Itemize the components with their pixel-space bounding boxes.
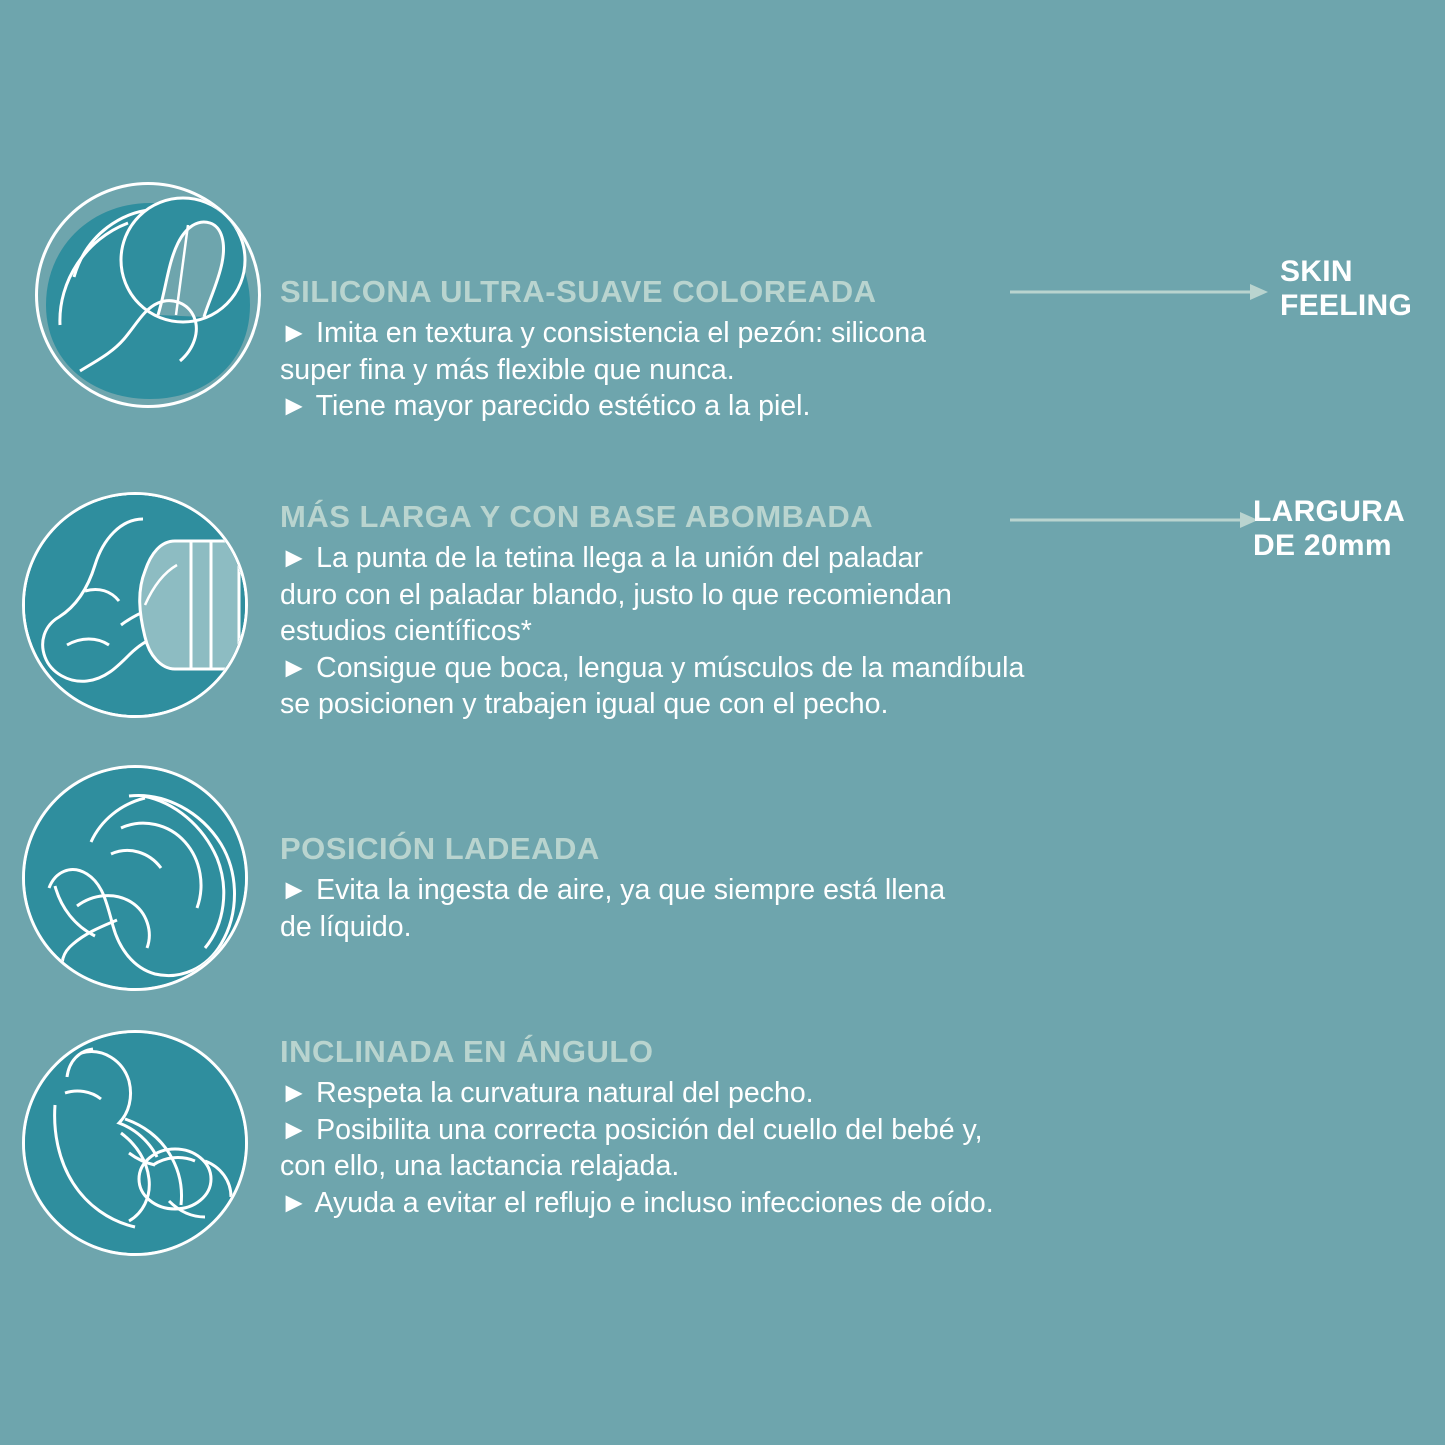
feature-2-callout-line-2: DE 20mm [1253,528,1392,562]
feature-1-callout-line-2: FEELING [1280,288,1413,322]
feature-3-line-1: ► Evita la ingesta de aire, ya que siempre está llena [280,874,946,907]
feature-2-line-3: estudios científicos* [280,615,532,648]
feature-4-line-3: con ello, una lactancia relajada. [280,1150,680,1183]
feature-2-line-1: ► La punta de la tetina llega a la unión del paladar [280,542,924,575]
feature-2-line-4: ► Consigue que boca, lengua y músculos de la mandíbula [280,651,1025,684]
feature-2-line-5: se posicionen y trabajen igual que con el pecho. [280,687,889,720]
feature-3-line-2: de líquido. [280,910,412,943]
feature-2-callout [1253,495,1405,562]
feature-2-line-2: duro con el paladar blando, justo lo que recomiendan [280,578,952,611]
feature-4-text [280,1035,1240,1221]
feature-3-text [280,832,1180,945]
feature-1-connector-arrow [1010,280,1270,304]
bottle-teat-closeup-icon [35,182,261,408]
feature-1-line-3: ► Tiene mayor parecido estético a la piel. [280,390,811,423]
feature-1-line-1: ► Imita en textura y consistencia el pezón: silicona [280,317,927,350]
feature-2-title: MÁS LARGA Y CON BASE ABOMBADA [280,499,874,534]
teat-in-mouth-icon [22,492,248,718]
feature-2-text [280,500,1240,722]
feature-4-title: INCLINADA EN ÁNGULO [280,1034,654,1069]
feature-1-callout [1280,255,1412,322]
mother-feeding-baby-icon [22,1030,248,1256]
feature-3-title: POSICIÓN LADEADA [280,831,600,866]
feature-2-connector-arrow [1010,508,1260,532]
feature-1-title: SILICONA ULTRA-SUAVE COLOREADA [280,274,877,309]
feature-4-line-1: ► Respeta la curvatura natural del pecho. [280,1077,814,1110]
feature-4-line-2: ► Posibilita una correcta posición del cuello del bebé y, [280,1113,983,1146]
feature-1-line-2: super fina y más flexible que nunca. [280,353,735,386]
feature-1-callout-line-1: SKIN [1280,255,1353,288]
tilted-bottle-icon [22,765,248,991]
feature-2-callout-line-1: LARGURA [1253,495,1406,528]
feature-4-line-4: ► Ayuda a evitar el reflujo e incluso infecciones de oído. [280,1186,994,1219]
